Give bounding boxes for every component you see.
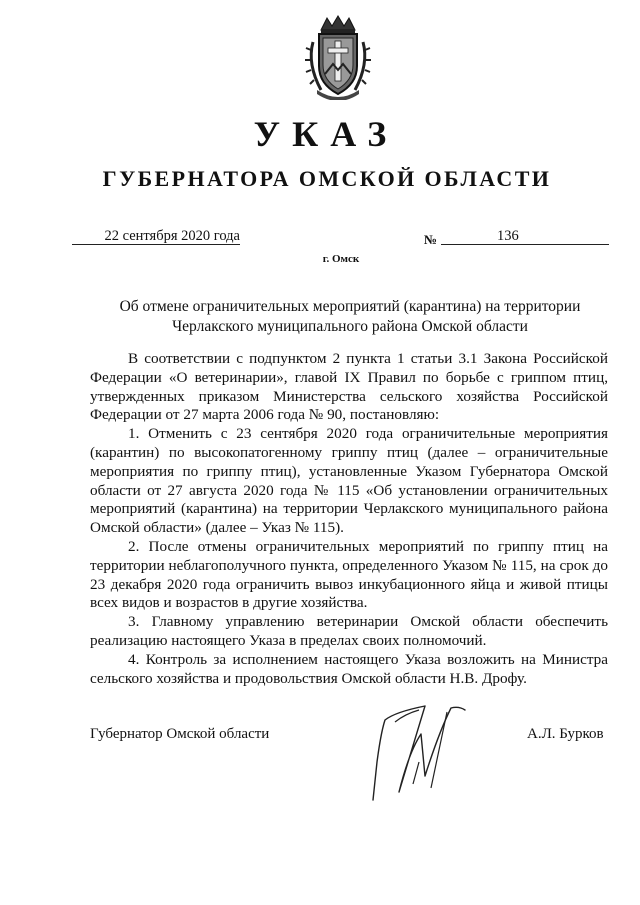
paragraph-1: 1. Отменить с 23 сентября 2020 года ограничительные мероприятия (карантин) по высокопатогенному гриппу птиц (далее – ограничительные мероприятия по гриппу птиц), установленные Указом Губернатора Омской области от 27 августа 2020 года № 115 «Об установлении ограничительных мероприятий (карантина) на территории Черлакского муниципального района Омской области» (далее – Указ № 115). — [90, 425, 608, 537]
coat-of-arms-icon — [299, 14, 377, 100]
signatory-role: Губернатор Омской области — [90, 726, 270, 742]
document-date: 22 сентября 2020 года — [72, 228, 240, 245]
number-label: № — [424, 232, 438, 247]
document-city: г. Омск — [322, 253, 360, 265]
document-heading: Об отмене ограничительных мероприятий (карантина) на территории Черлакского муниципального района Омской области — [119, 298, 581, 335]
paragraph-2: 2. После отмены ограничительных мероприятий по гриппу птиц на территории неблагополучного пункта, определенного Указом № 115, на срок до 23 декабря 2020 года ограничить вывоз инкубационного яйца и живой птицы всех видов и возрастов в другие хозяйства. — [90, 537, 608, 612]
document-subtitle: ГУБЕРНАТОРА ОМСКОЙ ОБЛАСТИ — [102, 166, 552, 191]
paragraph-4: 4. Контроль за исполнением настоящего Указа возложить на Министра сельского хозяйства и продовольствия Омской области Н.В. Дрофу. — [90, 650, 608, 687]
paragraph-preamble: В соответствии с подпунктом 2 пункта 1 статьи 3.1 Закона Российской Федерации «О ветеринарии», главой IX Правил по борьбе с гриппом птиц, утвержденных приказом Министерства сельского хозяйства Российской Федерации от 27 марта 2006 года № 90, постановляю: — [90, 350, 608, 424]
handwritten-signature — [355, 692, 505, 802]
paragraph-3: 3. Главному управлению ветеринарии Омской области обеспечить реализацию настоящего Указа в пределах своих полномочий. — [90, 613, 608, 649]
document-body — [90, 350, 608, 688]
signatory-name: А.Л. Бурков — [527, 726, 604, 742]
document-title: УКАЗ — [253, 114, 399, 154]
document-number: 136 — [441, 228, 609, 245]
